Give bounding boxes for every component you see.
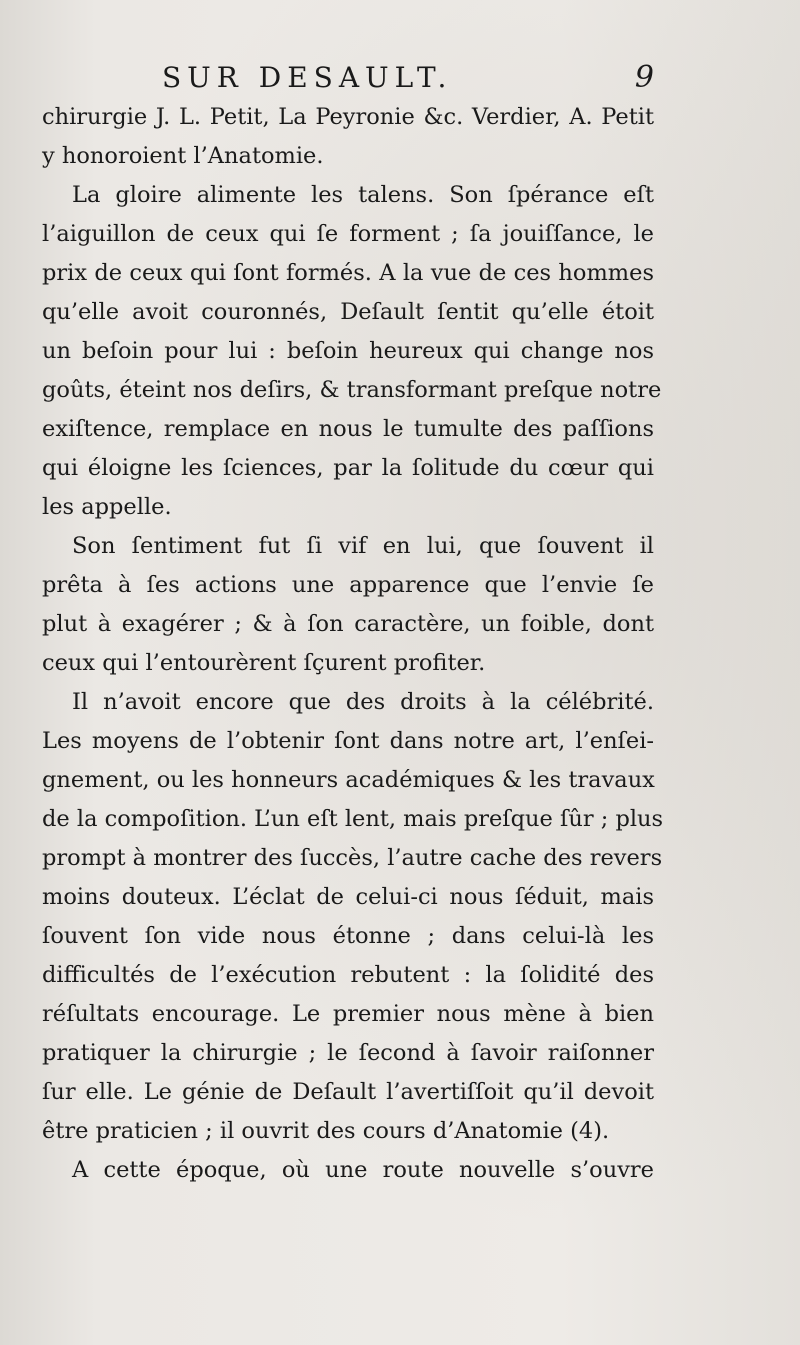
text-line: Les moyens de l’obtenir ſont dans notre art, l’enſei- — [42, 728, 654, 754]
text-line: chirurgie J. L. Petit, La Peyronie &c. Verdier, A. Petit — [42, 104, 654, 130]
text-line: ſur elle. Le génie de Deſault l’avertiſſoit qu’il devoit — [42, 1079, 654, 1105]
text-line: ceux qui l’entourèrent ſçurent profiter. — [42, 650, 486, 676]
text-line: exiſtence, remplace en nous le tumulte des paſſions — [42, 416, 654, 442]
text-line: prix de ceux qui ſont formés. A la vue de ces hommes — [42, 260, 654, 286]
text-line: A cette époque, où une route nouvelle s’ouvre — [72, 1157, 654, 1183]
paragraph — [42, 527, 654, 683]
text-line: difficultés de l’exécution rebutent : la ſolidité des — [42, 962, 654, 988]
paragraph-continued — [42, 98, 654, 176]
text-line: Il n’avoit encore que des droits à la célébrité. — [72, 689, 654, 715]
text-line: ſouvent ſon vide nous étonne ; dans celui-là les — [42, 923, 654, 949]
text-line: moins douteux. L’éclat de celui-ci nous ſéduit, mais — [42, 884, 654, 910]
text-line: goûts, éteint nos deſirs, & transformant preſque notre — [42, 377, 662, 403]
text-line: qui éloigne les ſciences, par la ſolitude du cœur qui — [42, 455, 654, 481]
text-line: La gloire alimente les talens. Son ſpérance eſt — [72, 182, 654, 208]
text-line: gnement, ou les honneurs académiques & les travaux — [42, 767, 655, 793]
paragraph — [42, 1151, 654, 1190]
text-line: un beſoin pour lui : beſoin heureux qui change nos — [42, 338, 654, 364]
page-header — [42, 58, 654, 98]
text-line: l’aiguillon de ceux qui ſe forment ; ſa jouiſſance, le — [42, 221, 654, 247]
paragraph — [42, 176, 662, 527]
text-line: de la compoſition. L’un eſt lent, mais preſque ſûr ; plus — [42, 806, 664, 832]
text-line: les appelle. — [42, 494, 172, 520]
text-line: plut à exagérer ; & à ſon caractère, un foible, dont — [42, 611, 654, 637]
page-text — [42, 58, 664, 1190]
text-line: qu’elle avoit couronnés, Deſault ſentit qu’elle étoit — [42, 299, 654, 325]
text-line: y honoroient l’Anatomie. — [42, 143, 324, 169]
text-line: être praticien ; il ouvrit des cours d’Anatomie (4). — [42, 1118, 610, 1144]
text-line: Son ſentiment fut ſi vif en lui, que ſouvent il — [72, 533, 654, 559]
paragraph — [42, 683, 664, 1151]
text-line: prêta à ſes actions une apparence que l’envie ſe — [42, 572, 654, 598]
running-head: SUR DESAULT. — [162, 61, 453, 94]
text-line: réſultats encourage. Le premier nous mène à bien — [42, 1001, 654, 1027]
page-number: 9 — [634, 60, 654, 95]
text-line: pratiquer la chirurgie ; le ſecond à ſavoir raiſonner — [42, 1040, 654, 1066]
text-line: prompt à montrer des ſuccès, l’autre cache des revers — [42, 845, 663, 871]
